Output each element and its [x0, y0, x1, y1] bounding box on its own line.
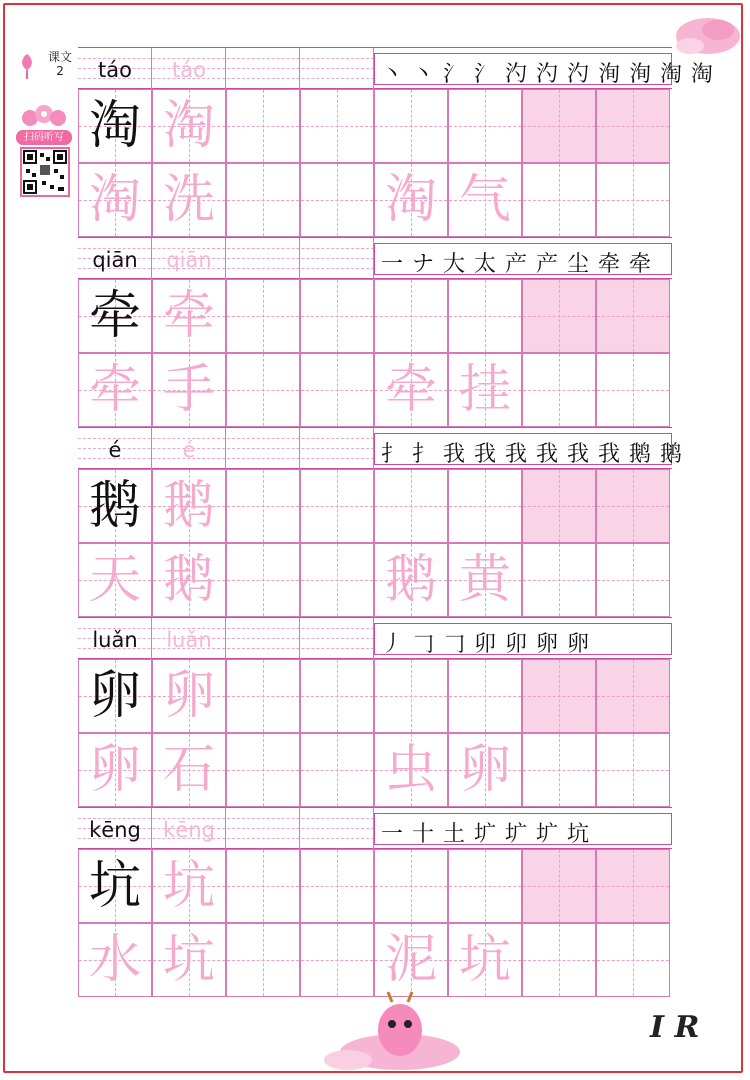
cell-guide-vertical — [559, 90, 560, 162]
cell-guide-vertical — [337, 544, 338, 616]
writing-cell[interactable] — [596, 849, 670, 923]
cell-guide-vertical — [263, 470, 264, 542]
writing-cell — [152, 353, 226, 427]
cell-guide-vertical — [263, 280, 264, 352]
cell-guide-vertical — [559, 470, 560, 542]
writing-cell — [78, 923, 152, 997]
page-number: I R — [650, 1010, 700, 1045]
trace-character: 牵 — [162, 286, 215, 346]
writing-cell[interactable] — [226, 849, 300, 923]
writing-cell[interactable] — [374, 279, 448, 353]
writing-cell[interactable] — [522, 659, 596, 733]
writing-cell[interactable] — [300, 849, 374, 923]
cell-guide-vertical — [485, 850, 486, 922]
stroke-order-sequence: 丿 𠃌 𠃌 卯 卯 卵 卵 — [381, 632, 590, 657]
word-trace-character: 淘 — [384, 170, 437, 230]
pinyin-cell — [78, 808, 152, 850]
writing-cell — [152, 543, 226, 617]
writing-cell — [78, 733, 152, 807]
writing-cell[interactable] — [522, 849, 596, 923]
pinyin-cell[interactable] — [226, 428, 300, 470]
word-trace-character: 洗 — [162, 170, 215, 230]
qr-code-icon[interactable] — [20, 147, 70, 197]
writing-cell[interactable] — [596, 733, 670, 807]
word-trace-character: 黄 — [458, 550, 511, 610]
cell-guide-vertical — [337, 354, 338, 426]
pinyin-row — [78, 617, 672, 659]
writing-cell[interactable] — [448, 89, 522, 163]
writing-cell — [78, 469, 152, 543]
word-practice-row — [78, 923, 672, 997]
writing-cell[interactable] — [522, 279, 596, 353]
writing-cell[interactable] — [226, 89, 300, 163]
cell-guide-vertical — [263, 660, 264, 732]
cell-guide-vertical — [337, 90, 338, 162]
trace-character: 卵 — [162, 666, 215, 726]
cell-guide-vertical — [559, 850, 560, 922]
writing-cell[interactable] — [448, 279, 522, 353]
pinyin-cell[interactable] — [300, 808, 374, 850]
stroke-order-sequence: 一 ナ 大 太 产 产 尘 牵 牵 — [381, 252, 652, 277]
writing-cell — [152, 659, 226, 733]
writing-cell[interactable] — [596, 89, 670, 163]
cell-guide-vertical — [337, 280, 338, 352]
word-trace-character: 坑 — [458, 930, 511, 990]
model-character: 鹅 — [88, 476, 141, 536]
writing-cell — [374, 353, 448, 427]
cell-guide-vertical — [633, 280, 634, 352]
pinyin-cell — [152, 48, 226, 90]
writing-cell — [78, 89, 152, 163]
pinyin-row — [78, 237, 672, 279]
character-practice-row — [78, 89, 672, 163]
word-practice-row — [78, 353, 672, 427]
pinyin-trace: kēng — [163, 818, 215, 842]
writing-cell — [374, 543, 448, 617]
flower-decoration-icon — [18, 104, 70, 130]
writing-cell[interactable] — [522, 353, 596, 427]
cell-guide-vertical — [633, 470, 634, 542]
word-trace-character: 气 — [458, 170, 511, 230]
cell-guide-vertical — [263, 734, 264, 806]
writing-cell — [78, 353, 152, 427]
cell-guide-vertical — [411, 470, 412, 542]
pinyin-trace: é — [182, 438, 196, 462]
word-trace-character: 石 — [162, 740, 215, 800]
writing-cell — [152, 923, 226, 997]
writing-cell[interactable] — [596, 353, 670, 427]
word-trace-character: 鹅 — [384, 550, 437, 610]
writing-cell[interactable] — [226, 923, 300, 997]
pinyin-cell — [152, 618, 226, 660]
writing-cell — [374, 733, 448, 807]
word-practice-row — [78, 163, 672, 237]
cell-guide-vertical — [337, 470, 338, 542]
writing-cell — [78, 543, 152, 617]
pinyin-label: é — [108, 438, 122, 462]
writing-cell[interactable] — [448, 849, 522, 923]
writing-cell[interactable] — [374, 849, 448, 923]
character-block — [78, 47, 714, 237]
model-character: 牵 — [88, 286, 141, 346]
bird-illustration-icon — [318, 990, 478, 1076]
writing-cell — [448, 353, 522, 427]
cell-guide-vertical — [485, 660, 486, 732]
stroke-order-sequence: 扌 扌 我 我 我 我 我 我 鹅 鹅 — [381, 442, 683, 467]
pinyin-cell[interactable] — [226, 48, 300, 90]
writing-cell[interactable] — [522, 163, 596, 237]
word-trace-character: 虫 — [384, 740, 437, 800]
cell-guide-vertical — [633, 660, 634, 732]
writing-cell — [78, 163, 152, 237]
cell-guide-vertical — [559, 164, 560, 236]
writing-cell — [448, 733, 522, 807]
character-practice-row — [78, 849, 672, 923]
pinyin-row — [78, 47, 714, 89]
word-practice-row — [78, 543, 672, 617]
writing-cell[interactable] — [522, 543, 596, 617]
writing-cell — [152, 733, 226, 807]
pinyin-cell[interactable] — [226, 618, 300, 660]
writing-cell[interactable] — [226, 279, 300, 353]
writing-cell — [448, 543, 522, 617]
word-trace-character: 鹅 — [162, 550, 215, 610]
pinyin-row — [78, 427, 683, 469]
pinyin-cell — [152, 808, 226, 850]
stroke-order-sequence: 一 十 土 圹 圹 圹 坑 — [381, 822, 590, 847]
word-trace-character: 挂 — [458, 360, 511, 420]
stroke-order-box — [374, 433, 683, 467]
cell-guide-vertical — [337, 924, 338, 996]
cell-guide-vertical — [337, 164, 338, 236]
writing-cell[interactable] — [374, 89, 448, 163]
writing-cell[interactable] — [374, 469, 448, 543]
pinyin-row — [78, 807, 672, 849]
writing-cell[interactable] — [596, 543, 670, 617]
pinyin-cell — [78, 618, 152, 660]
pinyin-cell — [78, 238, 152, 280]
writing-cell — [374, 163, 448, 237]
writing-cell[interactable] — [596, 659, 670, 733]
writing-cell[interactable] — [226, 353, 300, 427]
writing-cell — [152, 279, 226, 353]
cell-guide-vertical — [559, 354, 560, 426]
word-trace-character: 水 — [88, 930, 141, 990]
writing-cell[interactable] — [522, 469, 596, 543]
trace-character: 鹅 — [162, 476, 215, 536]
writing-cell[interactable] — [300, 279, 374, 353]
writing-cell[interactable] — [300, 659, 374, 733]
writing-cell[interactable] — [448, 659, 522, 733]
model-character: 卵 — [88, 666, 141, 726]
pinyin-cell[interactable] — [226, 238, 300, 280]
lesson-badge — [16, 50, 76, 90]
trace-character: 淘 — [162, 96, 215, 156]
stroke-order-sequence: 丶 丶 氵 氵 汋 汋 汋 洵 洵 淘 淘 — [381, 62, 714, 87]
pinyin-cell — [78, 428, 152, 470]
writing-cell[interactable] — [300, 733, 374, 807]
writing-cell[interactable] — [300, 543, 374, 617]
cell-guide-vertical — [337, 850, 338, 922]
cell-guide-vertical — [263, 850, 264, 922]
pinyin-cell[interactable] — [300, 428, 374, 470]
cell-guide-vertical — [263, 354, 264, 426]
pinyin-trace: táo — [172, 58, 206, 82]
word-trace-character: 卵 — [88, 740, 141, 800]
writing-cell[interactable] — [374, 659, 448, 733]
writing-cell[interactable] — [596, 923, 670, 997]
cell-guide-vertical — [337, 660, 338, 732]
writing-cell — [448, 163, 522, 237]
word-trace-character: 泥 — [384, 930, 437, 990]
character-block — [78, 807, 672, 997]
cell-guide-vertical — [485, 90, 486, 162]
cell-guide-vertical — [263, 90, 264, 162]
cell-guide-vertical — [411, 280, 412, 352]
model-character: 淘 — [88, 96, 141, 156]
word-practice-row — [78, 733, 672, 807]
writing-cell — [78, 279, 152, 353]
word-trace-character: 牵 — [88, 360, 141, 420]
cell-guide-vertical — [263, 164, 264, 236]
character-block — [78, 427, 683, 617]
writing-cell[interactable] — [226, 659, 300, 733]
pinyin-label: qiān — [92, 248, 138, 272]
writing-cell[interactable] — [300, 923, 374, 997]
writing-cell[interactable] — [596, 469, 670, 543]
cell-guide-vertical — [485, 280, 486, 352]
cell-guide-vertical — [633, 850, 634, 922]
scan-dictation-card[interactable] — [14, 104, 74, 202]
cell-guide-vertical — [559, 280, 560, 352]
pinyin-cell[interactable] — [300, 48, 374, 90]
writing-cell[interactable] — [522, 733, 596, 807]
writing-cell[interactable] — [300, 353, 374, 427]
stroke-order-box — [374, 243, 672, 275]
writing-cell — [152, 89, 226, 163]
lesson-label — [48, 50, 72, 78]
cell-guide-vertical — [559, 544, 560, 616]
word-trace-character: 卵 — [458, 740, 511, 800]
writing-cell — [152, 469, 226, 543]
qr-label: 扫码听写 — [16, 130, 72, 145]
trace-character: 坑 — [162, 856, 215, 916]
writing-cell — [152, 163, 226, 237]
cell-guide-vertical — [559, 660, 560, 732]
tulip-icon — [18, 52, 36, 80]
cell-guide-vertical — [633, 164, 634, 236]
pinyin-cell[interactable] — [300, 238, 374, 280]
lesson-label-text: 课文 — [48, 50, 73, 64]
lesson-number: 2 — [56, 64, 64, 78]
pinyin-trace: luǎn — [166, 628, 212, 652]
character-practice-row — [78, 279, 672, 353]
cell-guide-vertical — [633, 924, 634, 996]
writing-cell — [78, 659, 152, 733]
stroke-order-box — [374, 53, 714, 87]
writing-cell[interactable] — [596, 163, 670, 237]
pinyin-cell[interactable] — [300, 618, 374, 660]
word-trace-character: 天 — [88, 550, 141, 610]
cell-guide-vertical — [559, 924, 560, 996]
cell-guide-vertical — [633, 354, 634, 426]
writing-cell[interactable] — [522, 89, 596, 163]
pinyin-label: kēng — [89, 818, 141, 842]
writing-cell[interactable] — [226, 469, 300, 543]
pinyin-cell — [152, 428, 226, 470]
pinyin-cell[interactable] — [226, 808, 300, 850]
character-practice-row — [78, 659, 672, 733]
cell-guide-vertical — [633, 734, 634, 806]
cell-guide-vertical — [411, 850, 412, 922]
cell-guide-vertical — [263, 544, 264, 616]
stroke-order-box — [374, 813, 672, 845]
writing-cell[interactable] — [448, 469, 522, 543]
pinyin-label: táo — [98, 58, 132, 82]
writing-cell[interactable] — [522, 923, 596, 997]
word-trace-character: 坑 — [162, 930, 215, 990]
writing-cell — [152, 849, 226, 923]
pinyin-cell — [78, 48, 152, 90]
cell-guide-vertical — [337, 734, 338, 806]
writing-cell[interactable] — [300, 469, 374, 543]
writing-cell[interactable] — [300, 89, 374, 163]
cell-guide-vertical — [633, 90, 634, 162]
pinyin-trace: qiān — [166, 248, 212, 272]
cell-guide-vertical — [263, 924, 264, 996]
writing-cell[interactable] — [300, 163, 374, 237]
cell-guide-vertical — [485, 470, 486, 542]
word-trace-character: 手 — [162, 360, 215, 420]
practice-grid — [78, 47, 714, 999]
writing-cell — [78, 849, 152, 923]
writing-cell[interactable] — [596, 279, 670, 353]
cell-guide-vertical — [411, 660, 412, 732]
cell-guide-vertical — [633, 544, 634, 616]
pinyin-cell — [152, 238, 226, 280]
cell-guide-vertical — [411, 90, 412, 162]
writing-cell[interactable] — [226, 163, 300, 237]
writing-cell[interactable] — [226, 543, 300, 617]
writing-cell[interactable] — [226, 733, 300, 807]
word-trace-character: 牵 — [384, 360, 437, 420]
writing-cell — [448, 923, 522, 997]
word-trace-character: 淘 — [88, 170, 141, 230]
stroke-order-box — [374, 623, 672, 655]
writing-cell — [374, 923, 448, 997]
model-character: 坑 — [88, 856, 141, 916]
character-block — [78, 617, 672, 807]
character-practice-row — [78, 469, 672, 543]
character-block — [78, 237, 672, 427]
pinyin-label: luǎn — [92, 628, 138, 652]
cell-guide-vertical — [559, 734, 560, 806]
